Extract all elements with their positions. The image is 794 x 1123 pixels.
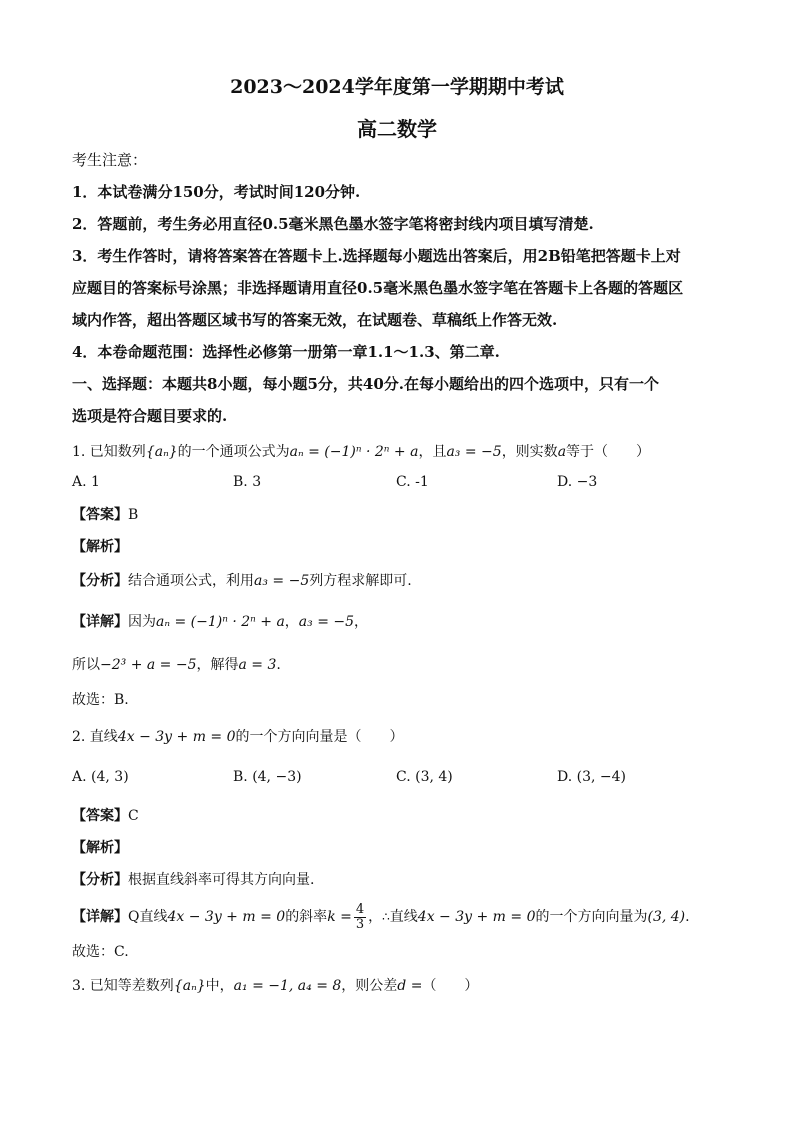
q1-option-a: A. 1 [72, 474, 100, 490]
notes-heading: 考生注意： [72, 151, 148, 169]
q1-formula: aₙ = (−1)ⁿ · 2ⁿ + a [289, 444, 419, 460]
answer-tag: 【答案】 [72, 507, 128, 523]
q2-slope-var: k = [327, 909, 352, 925]
note-item-3-cont-1: 应题目的答案标号涂黑；非选择题请用直径0.5毫米黑色墨水签字笔在答题卡上各题的答题区 [72, 279, 684, 297]
q2-detail-text: 直线 [139, 909, 168, 925]
q2-stem-part: 的一个方向向量是（ ） [235, 729, 404, 745]
q1-condition: a₃ = −5 [446, 444, 502, 460]
fraction-denominator: 3 [355, 916, 365, 932]
q2-detail [72, 900, 732, 934]
analysis-tag: 【解析】 [72, 539, 128, 555]
q2-detail-math: 4x − 3y + m = 0 [167, 909, 286, 925]
q1-fenxi-text: 结合通项公式，利用 [128, 573, 254, 589]
q3-variable: d = [397, 978, 423, 994]
q1-solution-text: 所以 [72, 657, 100, 673]
q2-detail-text: ， [368, 909, 383, 925]
q1-detail-text: ， [284, 614, 299, 630]
q1-stem-part: 等于（ ） [566, 444, 651, 460]
q3-sequence: {aₙ} [173, 978, 206, 994]
answer-value: C [128, 808, 139, 824]
q2-answer [72, 806, 732, 826]
q2-line-equation: 4x − 3y + m = 0 [117, 729, 236, 745]
answer-tag: 【答案】 [72, 808, 128, 824]
note-item-2: 2．答题前，考生务必用直径0.5毫米黑色墨水签字笔将密封线内项目填写清楚. [72, 215, 594, 233]
q1-fenxi-text: 列方程求解即可. [309, 573, 412, 589]
question-3-stem [72, 976, 732, 996]
q2-detail-text: 的一个方向向量为 [535, 909, 648, 925]
q1-fenxi [72, 571, 732, 591]
q2-choose: 故选：C. [72, 944, 129, 960]
q1-option-d: D. −3 [557, 474, 598, 490]
q3-stem-part: 3. 已知等差数列 [72, 978, 174, 994]
q1-analysis-label [72, 537, 732, 557]
q1-detail-math: a₃ = −5 [298, 614, 355, 630]
q2-detail-math: 4x − 3y + m = 0 [417, 909, 536, 925]
q2-fenxi-text: 根据直线斜率可得其方向向量. [128, 872, 315, 888]
q2-direction-vector: (3, 4) [647, 909, 686, 925]
q1-solution-text: ，解得 [196, 657, 239, 673]
q1-fenxi-math: a₃ = −5 [254, 573, 310, 589]
because-symbol: Q [128, 909, 140, 925]
q1-option-c: C. -1 [396, 474, 429, 490]
analysis-tag: 【解析】 [72, 840, 128, 856]
note-item-3-cont-2: 域内作答，超出答题区域书写的答案无效，在试题卷、草稿纸上作答无效. [72, 311, 558, 329]
detail-tag: 【详解】 [72, 909, 128, 925]
q2-option-b: B. (4, −3) [233, 769, 302, 785]
q1-stem-part: 的一个通项公式为 [177, 444, 290, 460]
question-1-stem [72, 442, 732, 462]
fenxi-tag: 【分析】 [72, 872, 128, 888]
exam-subject: 高二数学 [357, 117, 437, 141]
q1-solution-math: a = 3 [238, 657, 277, 673]
q1-solution-text: . [276, 657, 281, 673]
note-item-1: 1．本试卷满分150分，考试时间120分钟. [72, 183, 361, 201]
detail-tag: 【详解】 [72, 614, 128, 630]
q3-stem-part: ，则公差 [341, 978, 398, 994]
q1-detail-math: aₙ = (−1)ⁿ · 2ⁿ + a [156, 614, 285, 630]
fenxi-tag: 【分析】 [72, 573, 128, 589]
q1-detail [72, 612, 732, 632]
q1-option-b: B. 3 [233, 474, 262, 490]
slope-fraction [354, 903, 366, 932]
q1-answer [72, 505, 732, 525]
q2-detail-text: 的斜率 [285, 909, 328, 925]
q1-detail-text: 因为 [128, 614, 156, 630]
section-heading-line-1: 一、选择题：本题共8小题，每小题5分，共40分.在每小题给出的四个选项中，只有一个 [72, 375, 659, 393]
q3-stem-part: （ ） [422, 978, 479, 994]
note-item-4: 4．本卷命题范围：选择性必修第一册第一章1.1～1.3、第二章. [72, 343, 500, 361]
fraction-numerator: 4 [355, 901, 365, 917]
q1-stem-part: 1. 已知数列 [72, 444, 146, 460]
q2-fenxi [72, 870, 732, 890]
q1-stem-part: ，且 [418, 444, 447, 460]
answer-value: B [128, 507, 139, 523]
q1-sequence: {aₙ} [145, 444, 178, 460]
q2-analysis-label [72, 838, 732, 858]
q1-solution-math: −2³ + a = −5 [100, 657, 197, 673]
q2-option-d: D. (3, −4) [557, 769, 626, 785]
q1-detail-text: ， [354, 614, 369, 630]
q2-option-a: A. (4, 3) [72, 769, 129, 785]
q1-choose: 故选：B. [72, 692, 129, 708]
q2-detail-text: 直线 [389, 909, 418, 925]
therefore-symbol: ∴ [382, 910, 390, 924]
q2-stem-part: 2. 直线 [72, 729, 118, 745]
q2-detail-text: . [685, 909, 690, 925]
question-2-stem [72, 727, 732, 747]
section-heading-line-2: 选项是符合题目要求的. [72, 407, 228, 425]
exam-title: 2023～2024学年度第一学期期中考试 [230, 76, 564, 98]
q3-stem-part: 中， [205, 978, 234, 994]
q1-solution [72, 655, 732, 675]
note-item-3: 3．考生作答时，请将答案答在答题卡上.选择题每小题选出答案后，用2B铅笔把答题卡上对 [72, 247, 681, 265]
q1-stem-part: ，则实数 [501, 444, 558, 460]
q3-condition: a₁ = −1, a₄ = 8 [233, 978, 342, 994]
q2-option-c: C. (3, 4) [396, 769, 453, 785]
q1-variable: a [557, 444, 567, 460]
